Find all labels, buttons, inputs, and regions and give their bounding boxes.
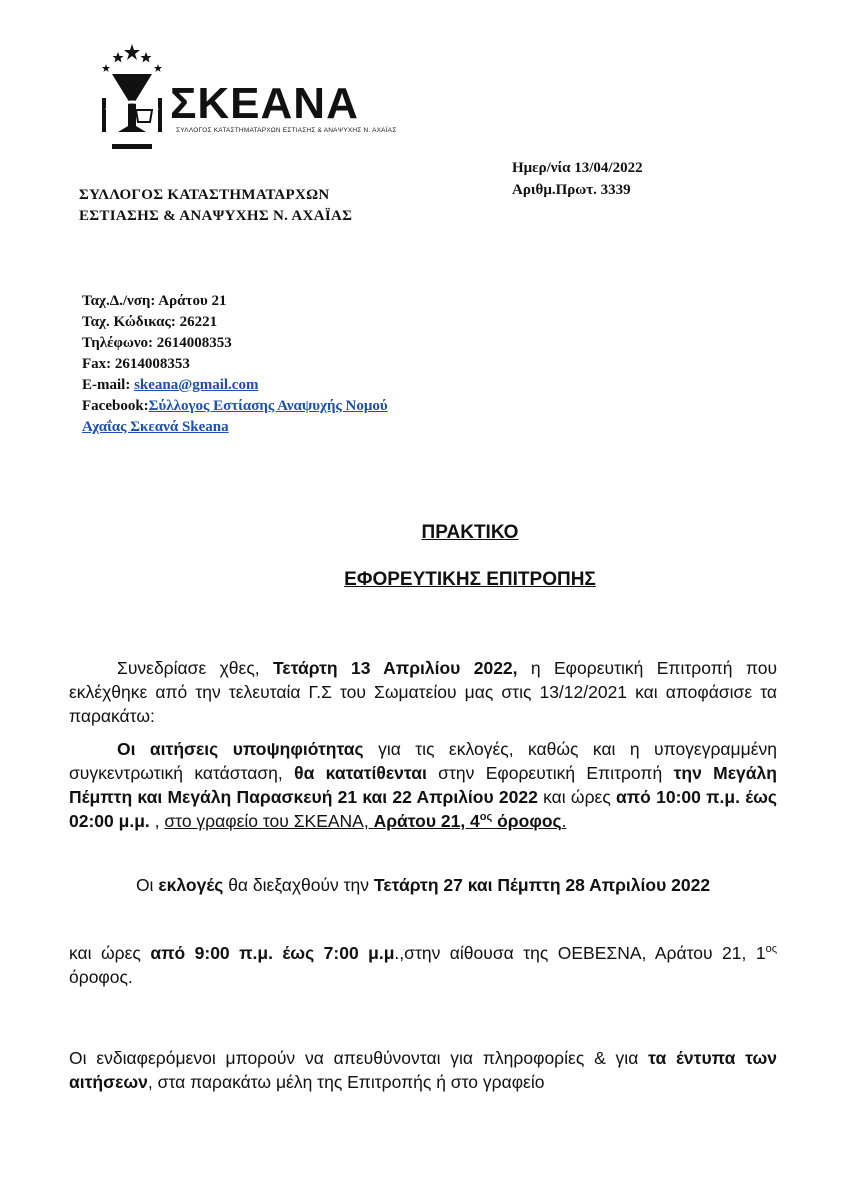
- p2-address-text: Αράτου 21, 4: [373, 811, 480, 831]
- p2-floor-word: όροφος: [492, 811, 562, 831]
- p2-floor-suffix: ος: [479, 811, 493, 824]
- organization-name-line2: ΕΣΤΙΑΣΗΣ & ΑΝΑΨΥΧΗΣ Ν. ΑΧΑΪΑΣ: [79, 208, 353, 224]
- p4-election-hours: από 9:00 π.μ. έως 7:00 μ.μ: [150, 943, 395, 963]
- document-title: [0, 522, 850, 544]
- p4-floor-suffix: ος: [765, 943, 777, 956]
- protocol-number: Αριθμ.Πρωτ. 3339: [512, 182, 631, 198]
- p1-text-c: η Εφορευτική Επιτροπή που εκλέχθηκε από την τελευταία Γ.Σ του Σωματείου μας στις 13/12/2021 και αποφάσισε τα παρακάτω:: [69, 658, 778, 726]
- p2-applications: Οι αιτήσεις υποψηφιότητας: [117, 739, 364, 759]
- p2-office: στο γραφείο του ΣΚΕΑΝΑ,: [164, 811, 374, 831]
- p2-text-f: και ώρες: [537, 787, 617, 807]
- organization-logo: [92, 40, 397, 160]
- p2-submission-hours: από 10:00 π.μ. έως 02:00 μ.μ.: [69, 787, 777, 831]
- document-subtitle: [0, 569, 850, 591]
- contact-phone: Τηλέφωνο: 2614008353: [82, 335, 232, 351]
- paragraph-election-hours: [69, 941, 777, 989]
- contact-facebook-label: Facebook:: [82, 398, 149, 414]
- logo-wordmark: ΣΚΕΑΝΑ: [170, 79, 359, 128]
- p3-text-c: θα διεξαχθούν την: [223, 875, 374, 895]
- facebook-link-continued[interactable]: Αχαΐας Σκεανά Skeana: [82, 419, 229, 435]
- contact-address: Ταχ.Δ./νση: Αράτου 21: [82, 293, 227, 309]
- logo-subtitle: ΣΥΛΛΟΓΟΣ ΚΑΤΑΣΤΗΜΑΤΑΡΧΩΝ ΕΣΤΙΑΣΗΣ & ΑΝΑΨΥΧΗΣ Ν. ΑΧΑΪΑΣ: [176, 127, 397, 134]
- paragraph-applications: [69, 737, 777, 833]
- contact-email-row: [82, 375, 388, 396]
- logo-emblem-icon: [92, 40, 172, 160]
- p5-forms: τα έντυπα των αιτήσεων: [69, 1048, 777, 1092]
- paragraph-elections: [69, 873, 777, 897]
- p2-submitted: θα κατατίθενται: [294, 763, 427, 783]
- p4-location: .,στην αίθουσα της ΟΕΒΕΣΝΑ, Αράτου 21, 1: [394, 943, 766, 963]
- contact-fax: Fax: 2614008353: [82, 356, 190, 372]
- p2-text-d: στην Εφορευτική Επιτροπή: [426, 763, 674, 783]
- p2-text-h: ,: [149, 811, 165, 831]
- p4-text-a: και ώρες: [69, 943, 151, 963]
- p3-election-dates: Τετάρτη 27 και Πέμπτη 28 Απριλίου 2022: [373, 875, 711, 895]
- contact-facebook-row-2: [82, 417, 388, 438]
- p3-elections: εκλογές: [158, 875, 224, 895]
- p3-text-a: Οι: [135, 875, 159, 895]
- document-subtitle-text: ΕΦΟΡΕΥΤΙΚΗΣ ΕΠΙΤΡΟΠΗΣ: [344, 569, 596, 590]
- p5-text-c: , στα παρακάτω μέλη της Επιτροπής ή στο γραφείο: [147, 1072, 545, 1092]
- contact-details: [82, 291, 388, 438]
- organization-name: [79, 185, 352, 227]
- paragraph-meeting: [69, 656, 777, 728]
- document-title-text: ΠΡΑΚΤΙΚΟ: [421, 522, 519, 543]
- contact-postal-code: Ταχ. Κώδικας: 26221: [82, 314, 218, 330]
- p2-submission-dates: την Μεγάλη Πέμπτη και Μεγάλη Παρασκευή 21 και 22 Απριλίου 2022: [69, 763, 777, 807]
- p2-office-address: [374, 811, 562, 831]
- p5-text-a: Οι ενδιαφερόμενοι μπορούν να απευθύνονται για πληροφορίες & για: [69, 1048, 649, 1068]
- p2-text-b: για τις εκλογές, καθώς και η υπογεγραμμένη συγκεντρωτική κατάσταση,: [69, 739, 778, 783]
- p2-period: .: [561, 811, 567, 831]
- document-date: Ημερ/νία 13/04/2022: [512, 160, 643, 176]
- email-link[interactable]: skeana@gmail.com: [134, 377, 259, 393]
- contact-email-label: E-mail:: [82, 377, 135, 393]
- paragraph-information: [69, 1046, 777, 1094]
- p1-date: Τετάρτη 13 Απριλίου 2022,: [273, 658, 518, 678]
- p1-text-a: Συνεδρίασε χθες,: [117, 658, 273, 678]
- organization-name-line1: ΣΥΛΛΟΓΟΣ ΚΑΤΑΣΤΗΜΑΤΑΡΧΩΝ: [79, 187, 330, 203]
- document-date-block: [512, 157, 643, 201]
- contact-facebook-row: [82, 396, 388, 417]
- facebook-link[interactable]: Σύλλογος Εστίασης Αναψυχής Νομού: [148, 398, 388, 414]
- p4-floor-word: όροφος.: [69, 967, 133, 987]
